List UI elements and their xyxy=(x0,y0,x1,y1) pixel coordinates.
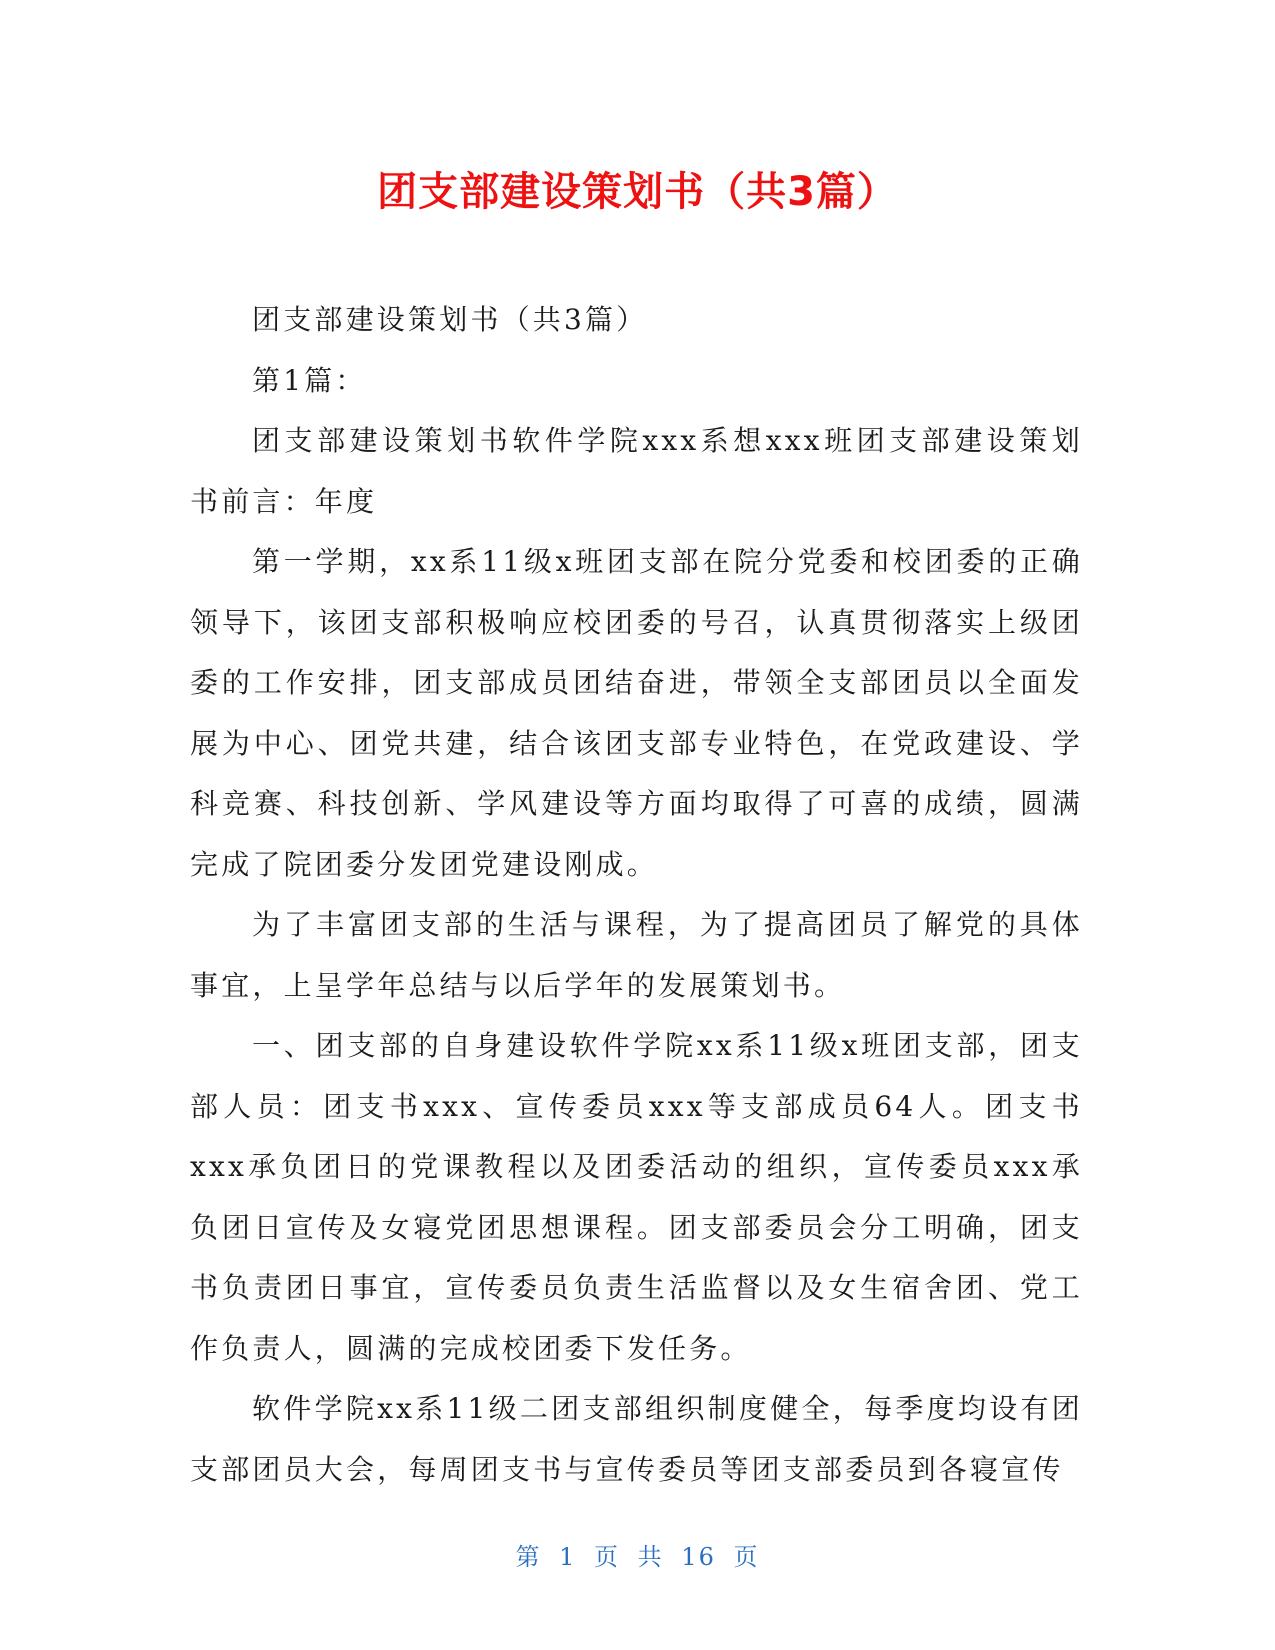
paragraph-organization: 软件学院xx系11级二团支部组织制度健全，每季度均设有团支部团员大会，每周团支书与宣传委员等团支部委员到各寝宣传 xyxy=(190,1392,1083,1486)
paragraph-purpose: 为了丰富团支部的生活与课程，为了提高团员了解党的具体事宜，上呈学年总结与以后学年的发展策划书。 xyxy=(190,908,1083,1002)
paragraph-preface: 团支部建设策划书软件学院xxx系想xxx班团支部建设策划书前言：年度 xyxy=(190,424,1083,518)
paragraph-subtitle: 团支部建设策划书（共3篇） xyxy=(252,303,648,336)
paragraph-self-building: 一、团支部的自身建设软件学院xx系11级x班团支部，团支部人员：团支书xxx、宣传委员xxx等支部成员64人。团支书xxx承负团日的党课教程以及团委活动的组织，宣传委员xxx承负团日宣传及女寝党团思想课程。团支部委员会分工明确，团支书负责团日事宜，宣传委员负责生活监督以及女生宿舍团、党工作负责人，圆满的完成校团委下发任务。 xyxy=(190,1029,1083,1365)
paragraph-part-label: 第1篇： xyxy=(252,363,367,397)
paragraph-semester-summary: 第一学期，xx系11级x班团支部在院分党委和校团委的正确领导下，该团支部积极响应校团委的号召，认真贯彻落实上级团委的工作安排，团支部成员团结奋进，带领全支部团员以全面发展为中心、团党共建，结合该团支部专业特色，在党政建设、学科竞赛、科技创新、学风建设等方面均取得了可喜的成绩，圆满完成了院团委分发团党建设刚成。 xyxy=(190,545,1083,881)
page-number-footer: 第 1 页 共 16 页 xyxy=(515,1543,760,1571)
document-title: 团支部建设策划书（共3篇） xyxy=(377,169,898,215)
document-body xyxy=(190,290,1083,1500)
